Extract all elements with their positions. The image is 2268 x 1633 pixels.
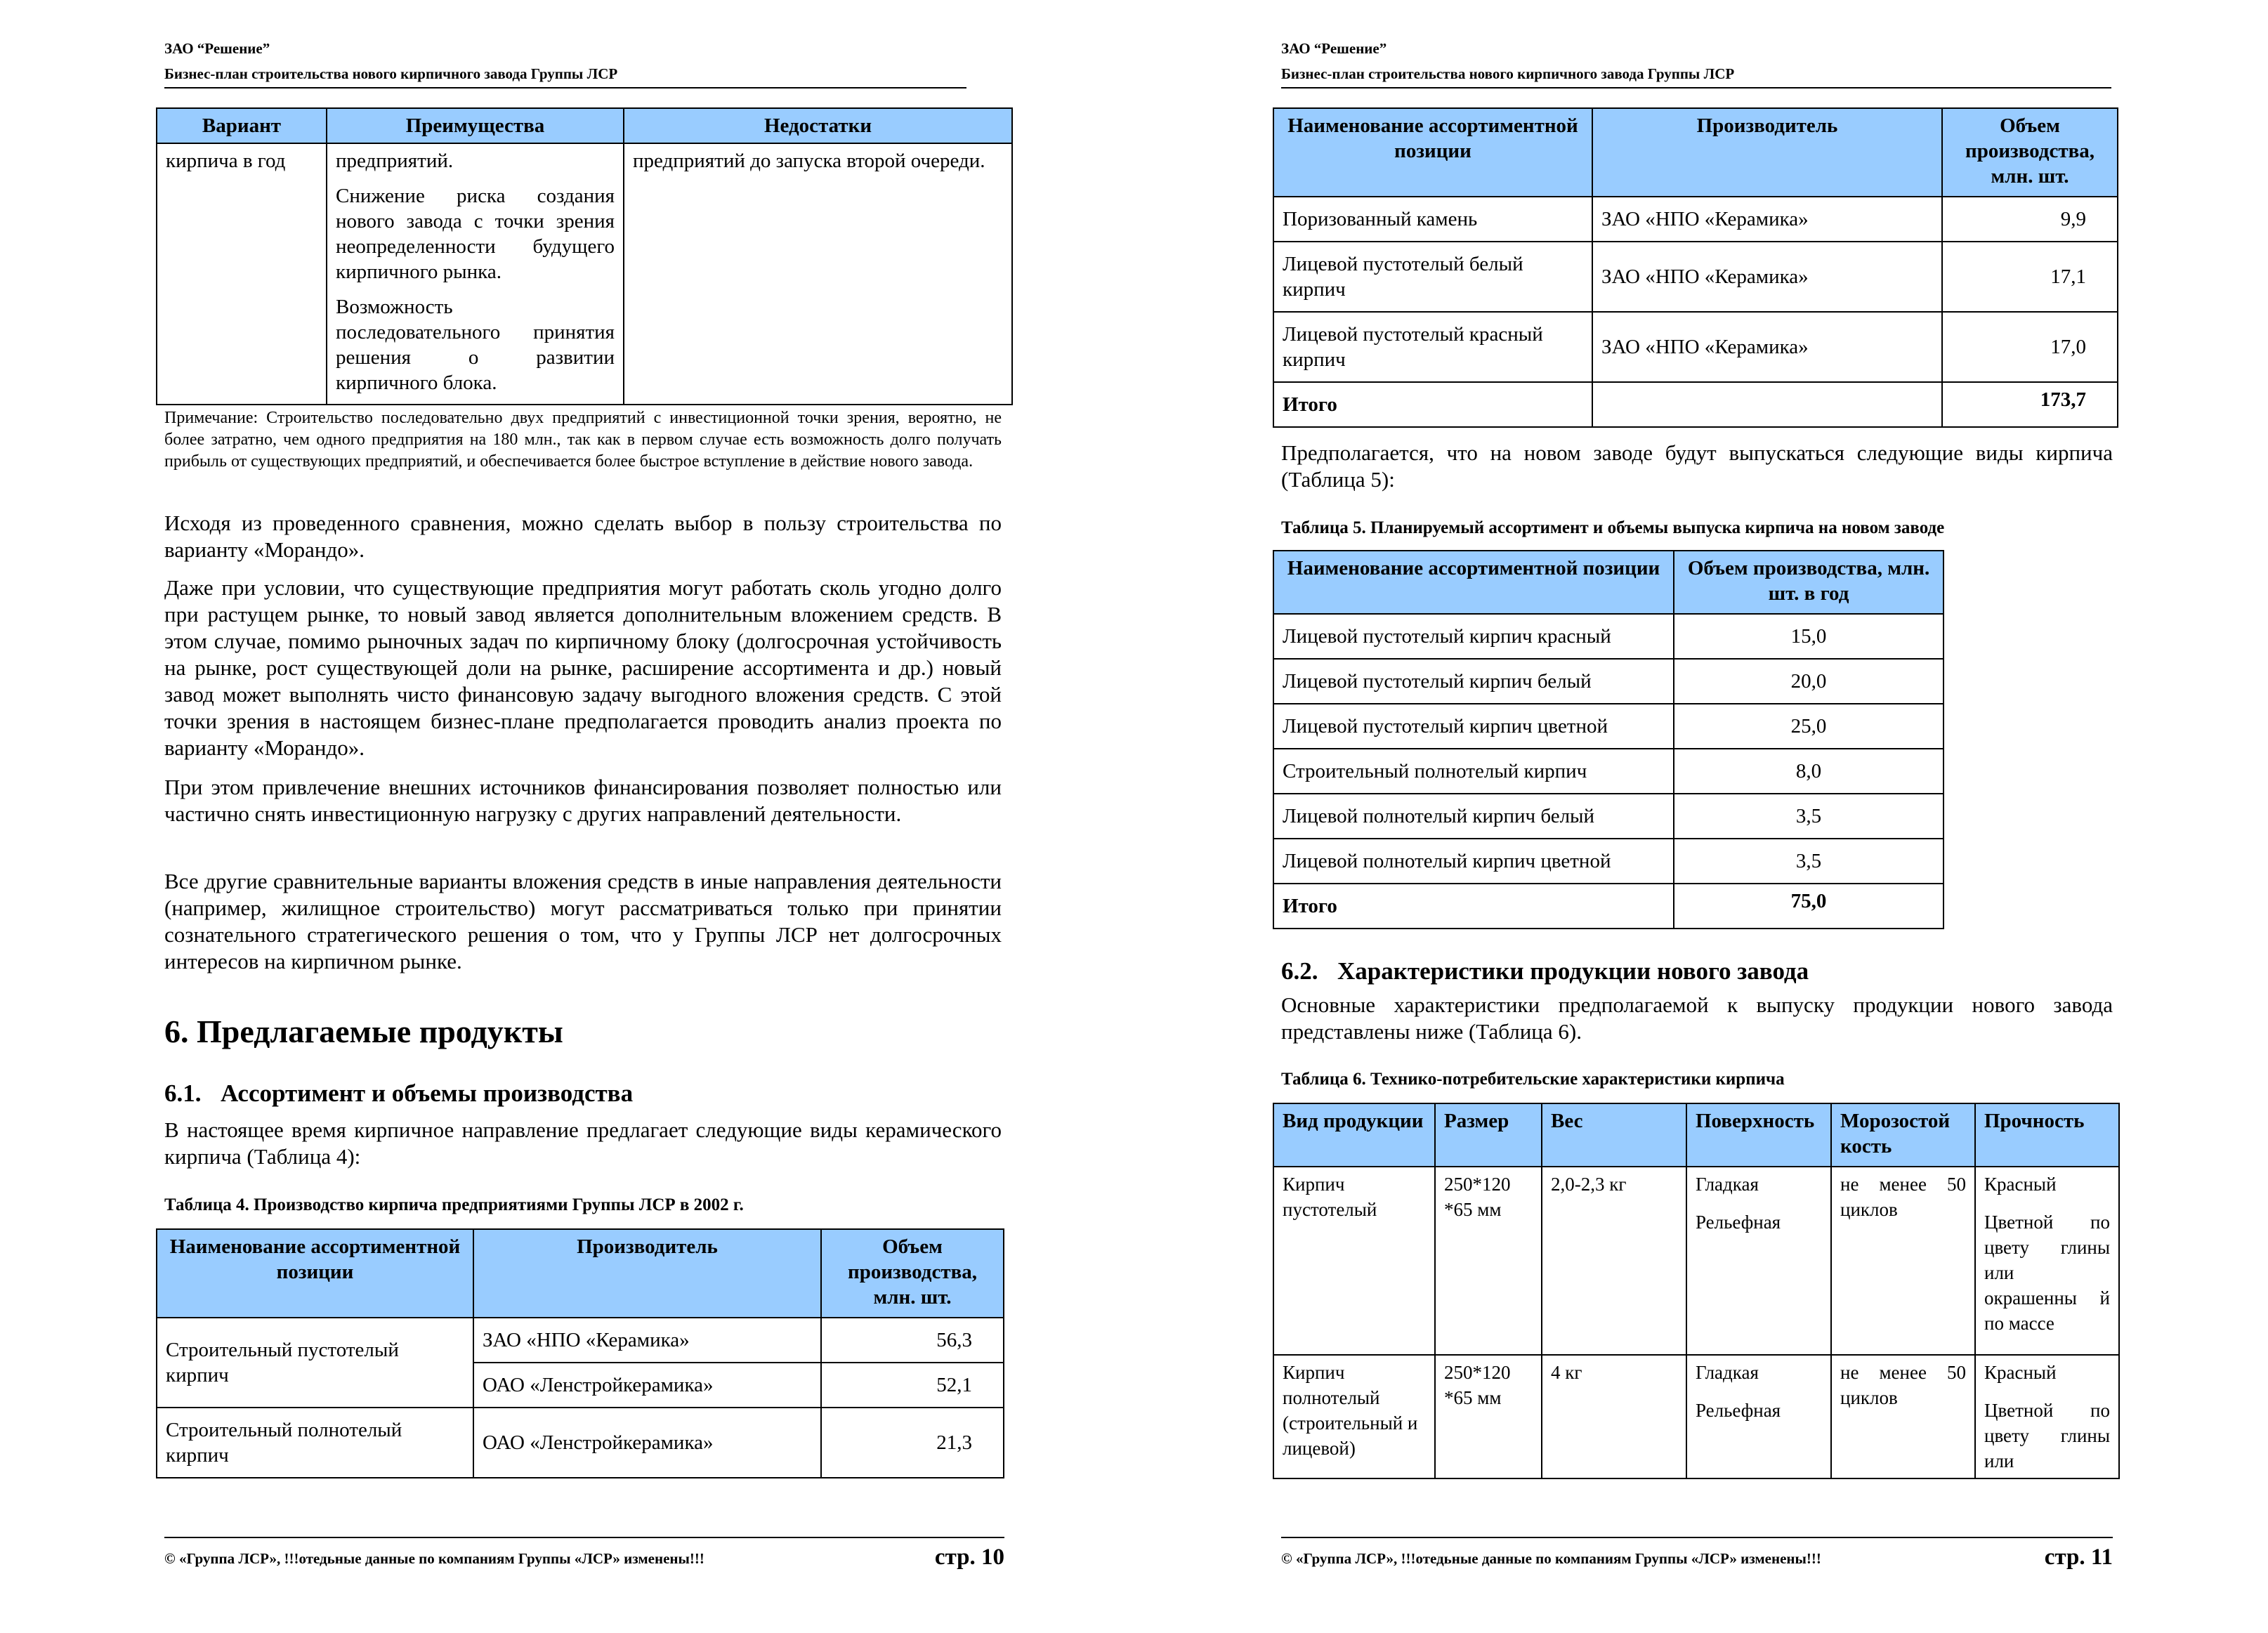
intro-paragraph: Предполагается, что на новом заводе будут выпускаться следующие виды кирпича (Таблица 5): [1281, 440, 2113, 492]
col-header-name: Наименование ассортиментной позиции [1273, 108, 1592, 197]
col-header-name: Наименование ассортиментной позиции [1273, 551, 1674, 614]
col-header-volume: Объем производства, млн. шт. [1942, 108, 2118, 197]
table4-caption: Таблица 4. Производство кирпича предприятиями Группы ЛСР в 2002 г. [164, 1195, 744, 1214]
table5-caption: Таблица 5. Планируемый ассортимент и объемы выпуска кирпича на новом заводе [1281, 518, 1945, 537]
table5-name-cell: Лицевой полнотелый кирпич цветной [1273, 839, 1674, 884]
page-right [1134, 0, 2268, 1633]
header-rule [1281, 87, 2111, 88]
table6-frost-cell: не менее 50 циклов [1831, 1167, 1975, 1355]
table-name-cell: Лицевой пустотелый красный кирпич [1273, 312, 1592, 382]
table6-surface-cell [1686, 1167, 1831, 1355]
subsection-title: Характеристики продукции нового завода [1337, 957, 1809, 985]
total-volume-cell: 173,7 [1942, 382, 2118, 427]
table4-name-cell: Строительный пустотелый кирпич [157, 1318, 473, 1408]
strength-item: Цветной по цвету глины или окрашенны й по массе [1984, 1212, 2110, 1334]
page-number: стр. 11 [2044, 1545, 2113, 1570]
header-rule [164, 87, 966, 88]
table5-name-cell: Лицевой пустотелый кирпич белый [1273, 659, 1674, 704]
surface-item: Рельефная [1696, 1212, 1781, 1233]
table6-caption: Таблица 6. Технико-потребительские характеристики кирпича [1281, 1070, 1785, 1089]
total-volume-cell: 75,0 [1674, 884, 1943, 929]
table6-type-cell: Кирпич пустотелый [1273, 1167, 1435, 1355]
table-name-cell: Лицевой пустотелый белый кирпич [1273, 242, 1592, 312]
footer-text: © «Группа ЛСР», !!!отедьные данные по компаниям Группы «ЛСР» изменены!!! [164, 1550, 704, 1567]
table-producer-cell: ЗАО «НПО «Керамика» [1592, 312, 1942, 382]
table-volume-cell: 17,1 [1942, 242, 2118, 312]
col-header-advantages: Преимущества [327, 108, 624, 143]
col-header-weight: Вес [1542, 1103, 1686, 1167]
table6-weight-cell: 2,0-2,3 кг [1542, 1167, 1686, 1355]
table5-name-cell: Лицевой пустотелый кирпич цветной [1273, 704, 1674, 749]
col-header-size: Размер [1435, 1103, 1542, 1167]
table-name-cell: Поризованный камень [1273, 197, 1592, 242]
header-title: Бизнес-план строительства нового кирпичного завода Группы ЛСР [164, 65, 618, 82]
col-header-name: Наименование ассортиментной позиции [157, 1229, 473, 1318]
advantage-item: Возможность последовательного принятия решения о развитии кирпичного блока. [336, 296, 615, 394]
table4-producer-cell: ОАО «Ленстройкерамика» [473, 1408, 821, 1478]
table4-volume-cell: 21,3 [821, 1408, 1004, 1478]
paragraph: Даже при условии, что существующие предприятия могут работать сколь угодно долго при растущем рынке, то новый завод является дополнительным вложением средств. В этом случае, помимо рыночных задач по кирпичному блоку (долгосрочная устойчивость на рынке, рост существующей доли на рынке, расширение ассортимента и др.) новый завод может выполнять чисто финансовую задачу выгодного вложения средств. С этой точки зрения в настоящем бизнес-плане предполагается проводить анализ проекта по варианту «Морандо». [164, 575, 1002, 760]
table-volume-cell: 17,0 [1942, 312, 2118, 382]
table4-producer-cell: ЗАО «НПО «Керамика» [473, 1318, 821, 1363]
paragraph: Все другие сравнительные варианты вложения средств в иные направления деятельности (например, жилищное строительство) могут рассматриваться только при принятии сознательного стратегического решения о том, что у Группы ЛСР нет долгосрочных интересов на кирпичном рынке. [164, 869, 1002, 973]
table5-volume-cell: 3,5 [1674, 794, 1943, 839]
table4 [156, 1228, 1004, 1478]
table4-name-cell: Строительный полнотелый кирпич [157, 1408, 473, 1478]
subsection-heading [1281, 957, 1809, 986]
comparison-table [156, 107, 1013, 405]
variant-cell: кирпича в год [157, 143, 327, 405]
table5-name-cell: Лицевой полнотелый кирпич белый [1273, 794, 1674, 839]
paragraph: Исходя из проведенного сравнения, можно сделать выбор в пользу строительства по варианту «Морандо». [164, 511, 1002, 562]
table5-name-cell: Лицевой пустотелый кирпич красный [1273, 614, 1674, 659]
intro-paragraph: Основные характеристики предполагаемой к выпуску продукции нового завода представлены ниже (Таблица 6). [1281, 992, 2113, 1044]
col-header-surface: Поверхность [1686, 1103, 1831, 1167]
col-header-volume: Объем производства, млн. шт. [821, 1229, 1004, 1318]
table4-continued [1273, 107, 2118, 428]
page-number: стр. 10 [934, 1545, 1004, 1570]
table6-frost-cell: не менее 50 циклов [1831, 1355, 1975, 1478]
total-label-cell: Итого [1273, 884, 1674, 929]
table6 [1273, 1103, 2120, 1479]
advantages-cell [327, 143, 624, 405]
table6-strength-cell [1975, 1167, 2119, 1355]
table6-type-cell: Кирпич полнотелый (строительный и лицевой) [1273, 1355, 1435, 1478]
strength-item: Цветной по цвету глины или [1984, 1400, 2110, 1471]
table5-volume-cell: 3,5 [1674, 839, 1943, 884]
table5-name-cell: Строительный полнотелый кирпич [1273, 749, 1674, 794]
advantage-item: предприятий. [336, 150, 454, 172]
col-header-frost: Морозостой кость [1831, 1103, 1975, 1167]
col-header-variant: Вариант [157, 108, 327, 143]
col-header-volume: Объем производства, млн. шт. в год [1674, 551, 1943, 614]
advantage-item: Снижение риска создания нового завода с точки зрения неопределенности будущего кирпичного рынка. [336, 185, 615, 283]
subsection-number: 6.1. [164, 1080, 202, 1107]
subsection-number: 6.2. [1281, 957, 1318, 985]
footer-rule [1281, 1537, 2113, 1538]
table5-volume-cell: 20,0 [1674, 659, 1943, 704]
paragraph: При этом привлечение внешних источников финансирования позволяет полностью или частично снять инвестиционную нагрузку с других направлений деятельности. [164, 775, 1002, 826]
surface-item: Гладкая [1696, 1174, 1759, 1195]
surface-item: Гладкая [1696, 1362, 1759, 1383]
table4-producer-cell: ОАО «Ленстройкерамика» [473, 1363, 821, 1408]
col-header-disadvantages: Недостатки [624, 108, 1012, 143]
table5-volume-cell: 15,0 [1674, 614, 1943, 659]
intro-paragraph: В настоящее время кирпичное направление предлагает следующие виды керамического кирпича (Таблица 4): [164, 1117, 1002, 1169]
section-heading: 6. Предлагаемые продукты [164, 1014, 563, 1049]
table5-volume-cell: 8,0 [1674, 749, 1943, 794]
strength-item: Красный [1984, 1174, 2057, 1195]
table5-volume-cell: 25,0 [1674, 704, 1943, 749]
strength-item: Красный [1984, 1362, 2057, 1383]
table6-size-cell: 250*120 *65 мм [1435, 1167, 1542, 1355]
surface-item: Рельефная [1696, 1400, 1781, 1421]
table6-surface-cell [1686, 1355, 1831, 1478]
table-producer-cell: ЗАО «НПО «Керамика» [1592, 197, 1942, 242]
subsection-title: Ассортимент и объемы производства [221, 1080, 634, 1107]
table-volume-cell: 9,9 [1942, 197, 2118, 242]
header-title: Бизнес-план строительства нового кирпичного завода Группы ЛСР [1281, 65, 1735, 82]
table5 [1273, 550, 1944, 929]
header-company: ЗАО “Решение” [164, 40, 270, 57]
col-header-producer: Производитель [1592, 108, 1942, 197]
subsection-heading [164, 1079, 633, 1108]
col-header-type: Вид продукции [1273, 1103, 1435, 1167]
header-company: ЗАО “Решение” [1281, 40, 1387, 57]
table6-strength-cell [1975, 1355, 2119, 1478]
col-header-producer: Производитель [473, 1229, 821, 1318]
total-label-cell: Итого [1273, 382, 1592, 427]
table-note: Примечание: Строительство последовательно двух предприятий с инвестиционной точки зрения, вероятно, не более затратно, чем одного предприятия на 180 млн., так как в первом случае есть возможность долго получать прибыль от существующих предприятий, и обеспечивается более быстрое вступление в действие нового завода. [164, 409, 1002, 471]
col-header-strength: Прочность [1975, 1103, 2119, 1167]
total-producer-cell [1592, 382, 1942, 427]
disadvantages-cell: предприятий до запуска второй очереди. [624, 143, 1012, 405]
table6-weight-cell: 4 кг [1542, 1355, 1686, 1478]
table-producer-cell: ЗАО «НПО «Керамика» [1592, 242, 1942, 312]
footer-rule [164, 1537, 1004, 1538]
footer-text: © «Группа ЛСР», !!!отедьные данные по компаниям Группы «ЛСР» изменены!!! [1281, 1550, 1821, 1567]
table4-volume-cell: 56,3 [821, 1318, 1004, 1363]
table4-volume-cell: 52,1 [821, 1363, 1004, 1408]
table6-size-cell: 250*120 *65 мм [1435, 1355, 1542, 1478]
